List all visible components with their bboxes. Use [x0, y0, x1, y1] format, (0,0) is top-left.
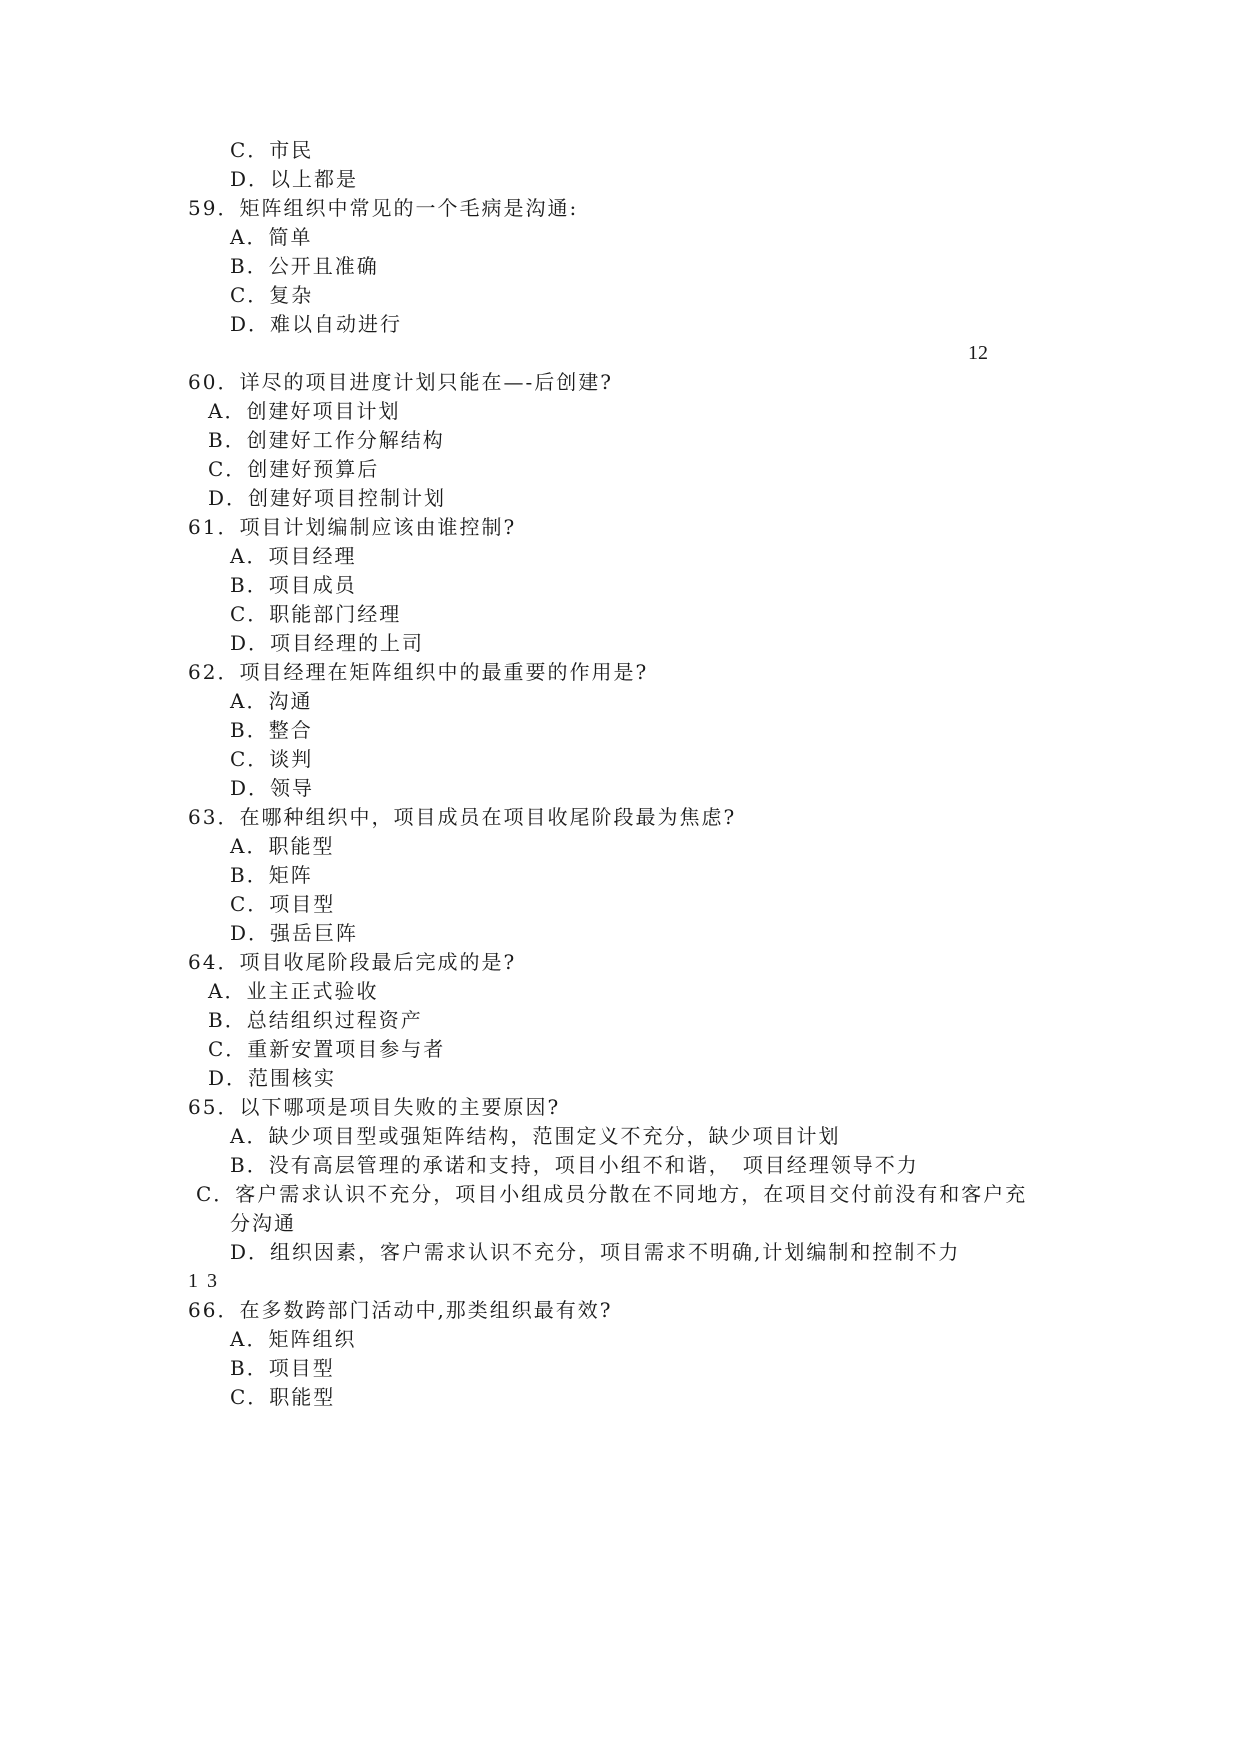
q65-option-d: D．组织因素，客户需求认识不充分，项目需求不明确,计划编制和控制不力 — [230, 1240, 961, 1264]
q63-option-a: A．职能型 — [230, 834, 335, 858]
q61-question: 61．项目计划编制应该由谁控制? — [188, 515, 517, 539]
q60-option-d: D．创建好项目控制计划 — [208, 486, 447, 510]
q59-option-c: C．复杂 — [230, 283, 314, 307]
q65-option-c: C．客户需求认识不充分，项目小组成员分散在不同地方，在项目交付前没有和客户充 — [196, 1182, 1028, 1206]
q65-question: 65．以下哪项是项目失败的主要原因? — [188, 1095, 561, 1119]
q64-option-d: D．范围核实 — [208, 1066, 337, 1090]
q62-option-c: C．谈判 — [230, 747, 314, 771]
q60-option-c: C．创建好预算后 — [208, 457, 380, 481]
q62-option-d: D．领导 — [230, 776, 315, 800]
q64-option-c: C．重新安置项目参与者 — [208, 1037, 446, 1061]
q66-question: 66．在多数跨部门活动中,那类组织最有效? — [188, 1298, 613, 1322]
q60-option-b: B．创建好工作分解结构 — [208, 428, 445, 452]
q58-option-c: C．市民 — [230, 138, 314, 162]
q61-option-b: B．项目成员 — [230, 573, 357, 597]
q62-option-a: A．沟通 — [230, 689, 313, 713]
q59-option-a: A．简单 — [230, 225, 313, 249]
q62-option-b: B．整合 — [230, 718, 313, 742]
q58-option-d: D．以上都是 — [230, 167, 359, 191]
q65-option-a: A．缺少项目型或强矩阵结构，范围定义不充分，缺少项目计划 — [230, 1124, 841, 1148]
q64-option-b: B．总结组织过程资产 — [208, 1008, 423, 1032]
q61-option-a: A．项目经理 — [230, 544, 357, 568]
q63-option-b: B．矩阵 — [230, 863, 313, 887]
q63-question: 63．在哪种组织中，项目成员在项目收尾阶段最为焦虑? — [188, 805, 737, 829]
page-number: 12 — [968, 342, 988, 364]
q66-option-b: B．项目型 — [230, 1356, 335, 1380]
q61-option-d: D．项目经理的上司 — [230, 631, 425, 655]
q60-option-a: A．创建好项目计划 — [208, 399, 401, 423]
page-number-marker: 1 3 — [188, 1270, 219, 1292]
q66-option-a: A．矩阵组织 — [230, 1327, 357, 1351]
q62-question: 62．项目经理在矩阵组织中的最重要的作用是? — [188, 660, 649, 684]
q65-option-b: B．没有高层管理的承诺和支持，项目小组不和谐， 项目经理领导不力 — [230, 1153, 919, 1177]
q59-question: 59．矩阵组织中常见的一个毛病是沟通: — [188, 196, 579, 220]
q63-option-d: D．强岳巨阵 — [230, 921, 359, 945]
q59-option-d: D．难以自动进行 — [230, 312, 403, 336]
q59-option-b: B．公开且准确 — [230, 254, 379, 278]
q61-option-c: C．职能部门经理 — [230, 602, 402, 626]
q63-option-c: C．项目型 — [230, 892, 336, 916]
q64-option-a: A．业主正式验收 — [208, 979, 379, 1003]
q60-question: 60．详尽的项目进度计划只能在—-后创建? — [188, 370, 613, 394]
q64-question: 64．项目收尾阶段最后完成的是? — [188, 950, 517, 974]
q66-option-c: C．职能型 — [230, 1385, 336, 1409]
q65-option-c-continued: 分沟通 — [230, 1211, 296, 1235]
